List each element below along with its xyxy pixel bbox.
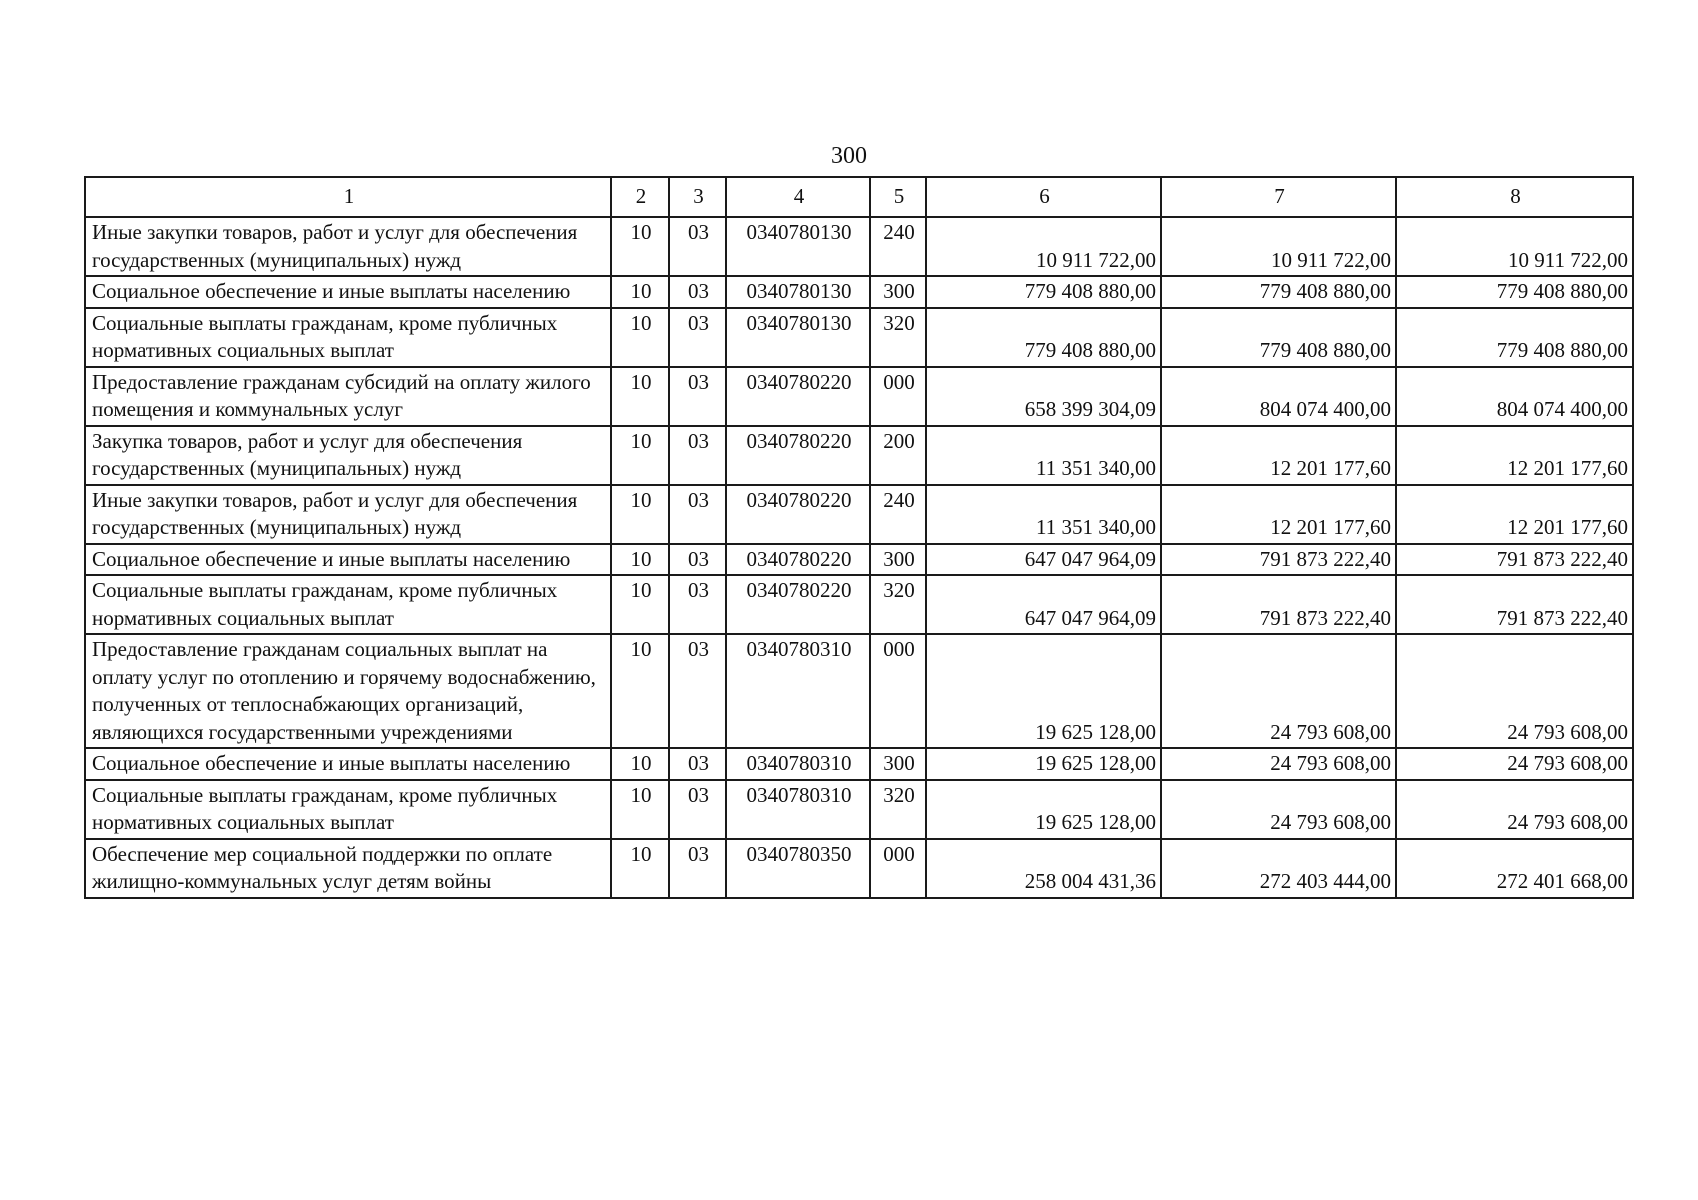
header-cell-1: 1 — [85, 177, 611, 217]
row-expense-type: 300 — [870, 544, 926, 576]
row-amount-col6: 10 911 722,00 — [926, 217, 1161, 276]
row-amount-col6: 647 047 964,09 — [926, 544, 1161, 576]
row-expense-type: 000 — [870, 367, 926, 426]
row-amount-col8: 24 793 608,00 — [1396, 780, 1633, 839]
row-amount-col8: 791 873 222,40 — [1396, 544, 1633, 576]
row-subsection: 03 — [669, 544, 726, 576]
header-cell-4: 4 — [726, 177, 870, 217]
row-amount-col6: 19 625 128,00 — [926, 780, 1161, 839]
row-amount-col6: 647 047 964,09 — [926, 575, 1161, 634]
row-amount-col8: 779 408 880,00 — [1396, 276, 1633, 308]
table-row — [85, 367, 1633, 426]
row-amount-col6: 19 625 128,00 — [926, 634, 1161, 748]
table-row — [85, 217, 1633, 276]
row-expense-type: 300 — [870, 748, 926, 780]
row-amount-col8: 791 873 222,40 — [1396, 575, 1633, 634]
row-amount-col8: 12 201 177,60 — [1396, 426, 1633, 485]
row-amount-col7: 24 793 608,00 — [1161, 634, 1396, 748]
header-cell-8: 8 — [1396, 177, 1633, 217]
row-target-code: 0340780130 — [726, 217, 870, 276]
row-amount-col8: 12 201 177,60 — [1396, 485, 1633, 544]
row-subsection: 03 — [669, 485, 726, 544]
page-number: 300 — [831, 143, 867, 169]
row-amount-col7: 12 201 177,60 — [1161, 426, 1396, 485]
row-section: 10 — [611, 367, 669, 426]
row-name: Предоставление гражданам субсидий на оплату жилого помещения и коммунальных услуг — [85, 367, 611, 426]
row-amount-col7: 10 911 722,00 — [1161, 217, 1396, 276]
row-amount-col7: 804 074 400,00 — [1161, 367, 1396, 426]
row-target-code: 0340780220 — [726, 544, 870, 576]
row-amount-col7: 12 201 177,60 — [1161, 485, 1396, 544]
row-target-code: 0340780220 — [726, 367, 870, 426]
table-row — [85, 780, 1633, 839]
header-cell-2: 2 — [611, 177, 669, 217]
row-amount-col6: 779 408 880,00 — [926, 276, 1161, 308]
row-target-code: 0340780220 — [726, 426, 870, 485]
header-cell-6: 6 — [926, 177, 1161, 217]
row-name: Социальное обеспечение и иные выплаты населению — [85, 748, 611, 780]
row-expense-type: 000 — [870, 839, 926, 898]
row-name: Социальные выплаты гражданам, кроме публичных нормативных социальных выплат — [85, 308, 611, 367]
row-target-code: 0340780130 — [726, 276, 870, 308]
table-row — [85, 485, 1633, 544]
row-section: 10 — [611, 780, 669, 839]
row-amount-col8: 24 793 608,00 — [1396, 748, 1633, 780]
row-section: 10 — [611, 217, 669, 276]
row-amount-col7: 779 408 880,00 — [1161, 308, 1396, 367]
row-section: 10 — [611, 426, 669, 485]
row-amount-col8: 779 408 880,00 — [1396, 308, 1633, 367]
table-row — [85, 308, 1633, 367]
row-expense-type: 000 — [870, 634, 926, 748]
row-name: Социальное обеспечение и иные выплаты населению — [85, 544, 611, 576]
row-section: 10 — [611, 634, 669, 748]
row-expense-type: 240 — [870, 217, 926, 276]
row-amount-col7: 791 873 222,40 — [1161, 544, 1396, 576]
row-amount-col8: 24 793 608,00 — [1396, 634, 1633, 748]
header-cell-7: 7 — [1161, 177, 1396, 217]
row-amount-col6: 779 408 880,00 — [926, 308, 1161, 367]
header-cell-3: 3 — [669, 177, 726, 217]
budget-table — [84, 176, 1634, 899]
row-section: 10 — [611, 839, 669, 898]
row-amount-col7: 272 403 444,00 — [1161, 839, 1396, 898]
table-body — [85, 217, 1633, 898]
row-name: Обеспечение мер социальной поддержки по оплате жилищно-коммунальных услуг детям войны — [85, 839, 611, 898]
row-subsection: 03 — [669, 426, 726, 485]
row-amount-col6: 11 351 340,00 — [926, 485, 1161, 544]
row-amount-col8: 272 401 668,00 — [1396, 839, 1633, 898]
row-amount-col6: 658 399 304,09 — [926, 367, 1161, 426]
row-name: Предоставление гражданам социальных выплат на оплату услуг по отоплению и горячему водоснабжению, полученных от теплоснабжающих организаций, являющихся государственными учреждениями — [85, 634, 611, 748]
header-cell-5: 5 — [870, 177, 926, 217]
row-name: Социальное обеспечение и иные выплаты населению — [85, 276, 611, 308]
row-subsection: 03 — [669, 780, 726, 839]
table-row — [85, 839, 1633, 898]
row-expense-type: 300 — [870, 276, 926, 308]
table-row — [85, 748, 1633, 780]
row-name: Социальные выплаты гражданам, кроме публичных нормативных социальных выплат — [85, 780, 611, 839]
table-row — [85, 544, 1633, 576]
row-subsection: 03 — [669, 575, 726, 634]
row-name: Социальные выплаты гражданам, кроме публичных нормативных социальных выплат — [85, 575, 611, 634]
row-name: Иные закупки товаров, работ и услуг для обеспечения государственных (муниципальных) нужд — [85, 217, 611, 276]
row-amount-col7: 779 408 880,00 — [1161, 276, 1396, 308]
row-expense-type: 200 — [870, 426, 926, 485]
row-target-code: 0340780310 — [726, 780, 870, 839]
row-name: Иные закупки товаров, работ и услуг для обеспечения государственных (муниципальных) нужд — [85, 485, 611, 544]
table-row — [85, 276, 1633, 308]
row-subsection: 03 — [669, 276, 726, 308]
row-section: 10 — [611, 276, 669, 308]
row-target-code: 0340780130 — [726, 308, 870, 367]
header-row — [85, 177, 1633, 217]
row-section: 10 — [611, 308, 669, 367]
row-amount-col8: 10 911 722,00 — [1396, 217, 1633, 276]
row-subsection: 03 — [669, 308, 726, 367]
row-amount-col8: 804 074 400,00 — [1396, 367, 1633, 426]
row-section: 10 — [611, 748, 669, 780]
row-amount-col6: 258 004 431,36 — [926, 839, 1161, 898]
row-section: 10 — [611, 544, 669, 576]
row-name: Закупка товаров, работ и услуг для обеспечения государственных (муниципальных) нужд — [85, 426, 611, 485]
row-expense-type: 240 — [870, 485, 926, 544]
row-subsection: 03 — [669, 367, 726, 426]
table-row — [85, 426, 1633, 485]
row-subsection: 03 — [669, 748, 726, 780]
row-target-code: 0340780350 — [726, 839, 870, 898]
row-amount-col6: 19 625 128,00 — [926, 748, 1161, 780]
row-target-code: 0340780220 — [726, 485, 870, 544]
row-expense-type: 320 — [870, 308, 926, 367]
row-target-code: 0340780310 — [726, 634, 870, 748]
row-expense-type: 320 — [870, 780, 926, 839]
row-amount-col7: 24 793 608,00 — [1161, 748, 1396, 780]
row-target-code: 0340780310 — [726, 748, 870, 780]
row-subsection: 03 — [669, 217, 726, 276]
row-expense-type: 320 — [870, 575, 926, 634]
row-amount-col6: 11 351 340,00 — [926, 426, 1161, 485]
table-row — [85, 634, 1633, 748]
row-subsection: 03 — [669, 634, 726, 748]
row-target-code: 0340780220 — [726, 575, 870, 634]
row-section: 10 — [611, 575, 669, 634]
row-amount-col7: 24 793 608,00 — [1161, 780, 1396, 839]
row-subsection: 03 — [669, 839, 726, 898]
row-amount-col7: 791 873 222,40 — [1161, 575, 1396, 634]
row-section: 10 — [611, 485, 669, 544]
table-row — [85, 575, 1633, 634]
